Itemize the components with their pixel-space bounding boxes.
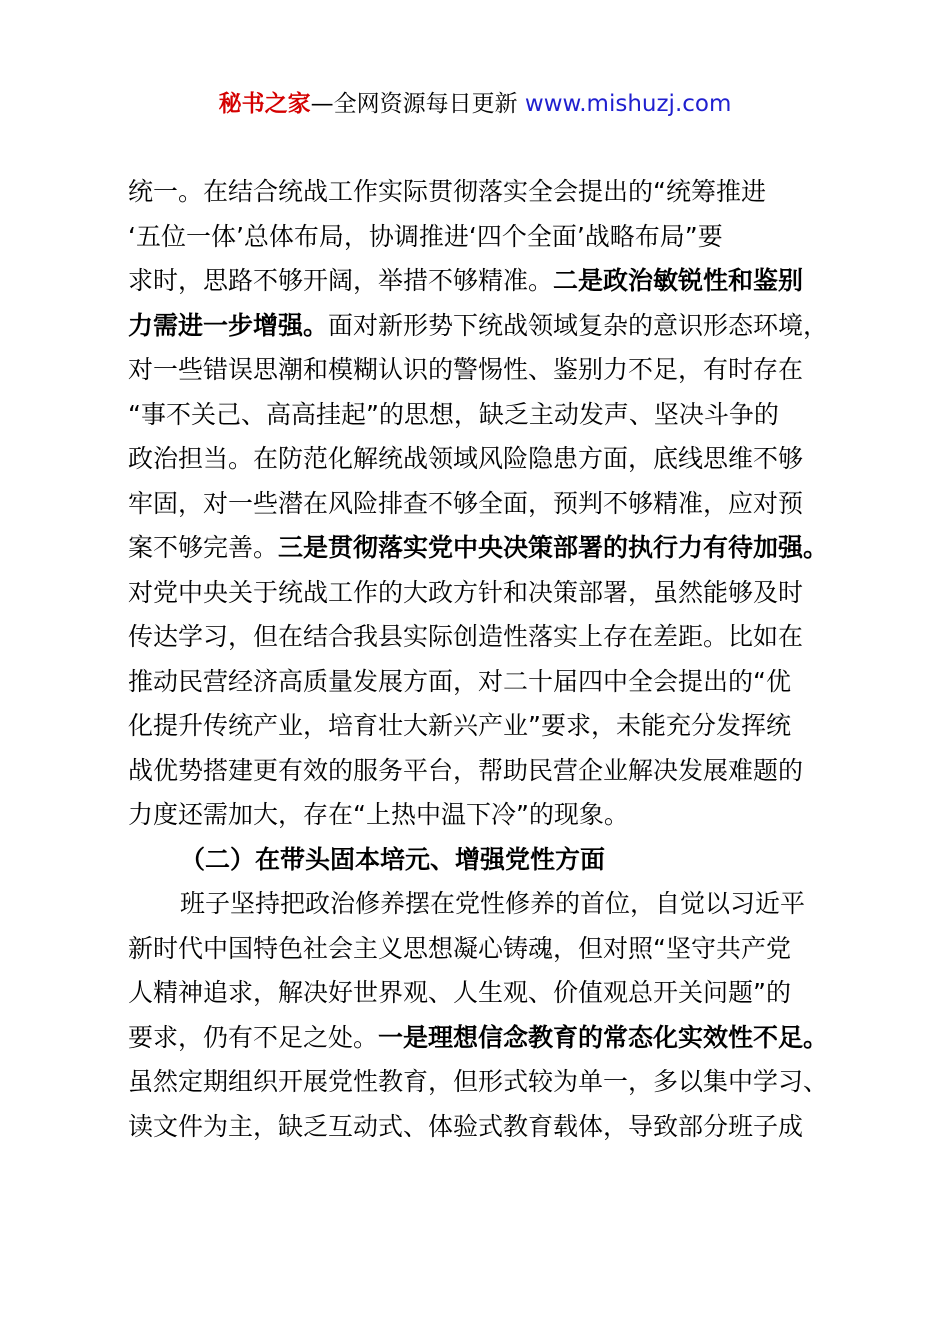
- text-run: 统一。在结合统战工作实际贯彻落实全会提出的“统筹推进: [128, 177, 766, 206]
- text-run: 求时，思路不够开阔，举措不够精准。: [128, 266, 554, 295]
- text-line: [128, 304, 840, 349]
- text-line: [128, 1016, 840, 1061]
- text-line: [128, 615, 840, 660]
- paragraph-section-2: [128, 882, 840, 1149]
- site-url-link[interactable]: www.mishuzj.com: [524, 91, 732, 117]
- brand-name: 秘书之家: [218, 91, 311, 117]
- text-line: [128, 793, 840, 838]
- text-line: [128, 482, 840, 527]
- watermark-header: [0, 86, 950, 122]
- text-run: 推动民营经济高质量发展方面，对二十届四中全会提出的“优: [128, 666, 791, 696]
- text-line: [128, 1105, 840, 1150]
- text-line: [128, 215, 840, 260]
- text-run: 传达学习，但在结合我县实际创造性落实上存在差距。比如在: [128, 622, 804, 651]
- bold-text-run: 二是政治敏锐性和鉴别: [553, 266, 804, 295]
- text-run: 要求，仍有不足之处。: [128, 1022, 379, 1052]
- text-run: 案不够完善。: [128, 533, 279, 562]
- text-line: [128, 393, 840, 438]
- text-run: 人精神追求，解决好世界观、人生观、价值观总开关问题”的: [128, 978, 791, 1007]
- text-line: [128, 170, 840, 215]
- text-line: [128, 348, 840, 393]
- text-line: [128, 704, 840, 749]
- bold-text-run: 一是理想信念教育的常态化实效性不足。: [378, 1022, 829, 1052]
- header-tagline: —全网资源每日更新: [310, 91, 525, 117]
- section-heading: （二）在带头固本培元、增强党性方面: [180, 844, 606, 874]
- text-run: 对党中央关于统战工作的大政方针和决策部署，虽然能够及时: [128, 577, 804, 607]
- text-run: 对一些错误思潮和模糊认识的警惕性、鉴别力不足，有时存在: [128, 355, 804, 384]
- text-run: 面对新形势下统战领域复杂的意识形态环境，: [328, 310, 829, 340]
- text-run: “事不关己、高高挂起”的思想，缺乏主动发声、坚决斗争的: [128, 399, 779, 429]
- bold-text-run: 力需进一步增强。: [128, 310, 329, 340]
- text-line: [128, 571, 840, 616]
- text-line: [128, 927, 840, 972]
- text-run: 牢固，对一些潜在风险排查不够全面，预判不够精准，应对预: [128, 488, 804, 518]
- bold-text-run: 三是贯彻落实党中央决策部署的执行力有待加强。: [278, 533, 829, 562]
- text-run: 化提升传统产业，培育壮大新兴产业”要求，未能充分发挥统: [128, 711, 791, 740]
- text-line: [128, 259, 840, 304]
- text-line: [128, 971, 840, 1016]
- text-run: 读文件为主，缺乏互动式、体验式教育载体，导致部分班子成: [128, 1111, 804, 1141]
- paragraph-section-1: [128, 170, 840, 838]
- text-line: [128, 749, 840, 794]
- document-body: [128, 170, 840, 1149]
- text-line: [128, 882, 840, 927]
- text-line: [128, 437, 840, 482]
- text-run: 政治担当。在防范化解统战领域风险隐患方面，底线思维不够: [128, 444, 804, 473]
- text-line: [128, 660, 840, 705]
- text-run: ‘五位一体’总体布局，协调推进‘四个全面’战略布局”要: [128, 221, 723, 251]
- text-run: 力度还需加大，存在“上热中温下冷”的现象。: [128, 800, 629, 829]
- text-run: 班子坚持把政治修养摆在党性修养的首位，自觉以习近平: [180, 889, 806, 918]
- text-run: 新时代中国特色社会主义思想凝心铸魂，但对照“坚守共产党: [128, 933, 791, 963]
- text-run: 虽然定期组织开展党性教育，但形式较为单一，多以集中学习、: [128, 1067, 829, 1096]
- text-line: [128, 526, 840, 571]
- text-run: 战优势搭建更有效的服务平台，帮助民营企业解决发展难题的: [128, 755, 804, 785]
- text-line: [128, 1060, 840, 1105]
